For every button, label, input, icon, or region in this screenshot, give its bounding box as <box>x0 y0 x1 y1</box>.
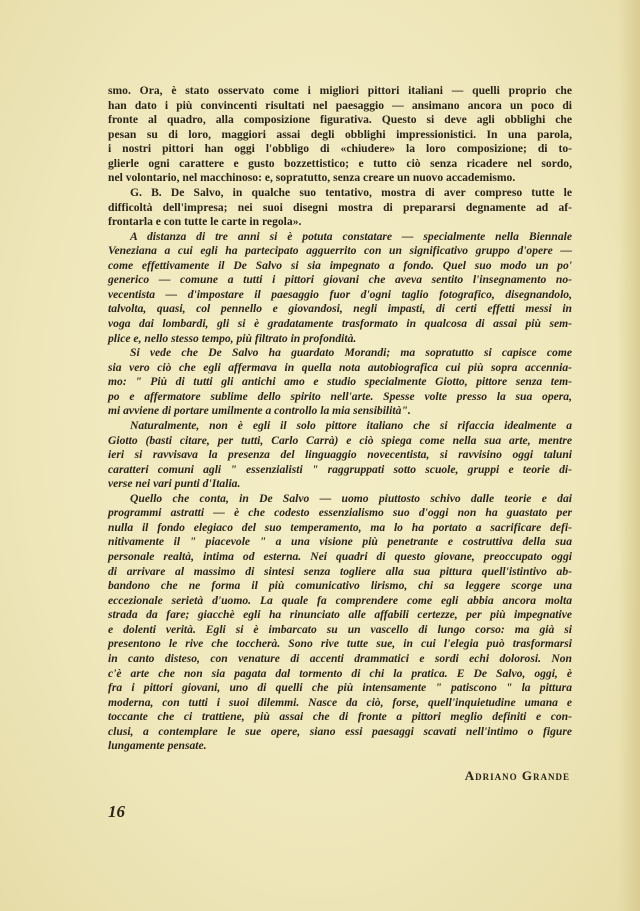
text-line: Quello che conta, in De Salvo — uomo piuttosto schivo dalle teorie e dai <box>130 491 572 505</box>
text-line: nitivamente il " piacevole " a una visione più penetrante e costruttiva della sua <box>108 535 572 549</box>
text-line: Giotto (basti citare, per tutti, Carlo Carrà) e ciò spiega come nella sua arte, mentre <box>108 433 572 447</box>
text-line: G. B. De Salvo, in qualche suo tentativo, mostra di aver compreso tutte le <box>130 185 572 199</box>
text-line: verse nei vari punti d'Italia. <box>108 477 241 491</box>
text-line: han dato i più convincenti risultati nel paesaggio — ansimano ancora un poco di <box>108 98 572 112</box>
text-line: fronte al quadro, alla composizione figurativa. Questo si deve agli obblighi che <box>108 113 572 127</box>
text-line: talvolta, quasi, col pennello e giovandosi, negli impasti, di certi effetti messi in <box>108 302 572 316</box>
article-body <box>108 84 572 754</box>
text-line: mi avviene di portare umilmente a controllo la mia sensibilità". <box>108 404 411 418</box>
text-line: i nostri pittori han oggi l'obbligo di «chiudere» la loro composizione; di to- <box>108 142 572 156</box>
page-edge-shadow <box>618 0 640 911</box>
text-line: vecentista — d'impostare il paesaggio fuor d'ogni taglio fotografico, disegnandolo, <box>108 287 572 301</box>
text-line: eccezionale serietà d'uomo. La quale fa comprendere come egli abbia ancora molta <box>108 593 572 607</box>
paragraph <box>108 230 572 347</box>
text-line: mo: " Più di tutti gli antichi amo e studio specialmente Giotto, pittore senza tem- <box>108 375 572 389</box>
text-line: pesan su di loro, maggiori assai degli obblighi impressionistici. In una parola, <box>108 127 572 141</box>
text-line: in canto disteso, con venature di accenti drammatici e sordi echi dolorosi. Non <box>108 651 572 665</box>
text-line: po e affermatore sublime dello spirito nell'arte. Spesse volte presso la sua opera, <box>108 389 572 403</box>
paragraph <box>108 419 572 492</box>
text-line: frontarla e con tutte le carte in regola». <box>108 215 302 229</box>
text-line: difficoltà dell'impresa; nei suoi disegni mostra di prepararsi degnamente ad af- <box>108 200 572 214</box>
text-line: di arrivare al massimo di sintesi senza togliere alla sua pittura quell'istintivo ab- <box>108 564 572 578</box>
text-line: nulla il fondo elegiaco del suo temperamento, ma lo ha portato a sacrificare defi- <box>108 520 572 534</box>
text-line: programmi astratti — è che codesto essenzialismo suo d'oggi non ha guastato per <box>108 506 572 520</box>
text-line: Naturalmente, non è egli il solo pittore italiano che si rifaccia idealmente a <box>130 418 572 432</box>
text-line: toccante che ci trattiene, più assai che di fronte a pittori meglio definiti e con- <box>108 710 572 724</box>
paragraph <box>108 84 572 186</box>
paragraph <box>108 492 572 754</box>
paragraph <box>108 346 572 419</box>
text-line: e dolenti verità. Egli si è imbarcato su un vascello di lungo corso: ma già si <box>108 622 572 636</box>
text-line: sia vero ciò che egli affermava in quella nota autobiografica cui più sopra accennia- <box>108 360 572 374</box>
text-line: plice e, nello stesso tempo, più filtrato in profondità. <box>108 331 357 345</box>
text-line: caratteri comuni agli " essenzialisti " raggruppati sotto scuole, gruppi e teorie di- <box>108 462 572 476</box>
text-line: presentono le rive che toccherà. Sono rive tutte sue, in cui l'elegia può trasformarsi <box>108 637 572 651</box>
text-line: bandono che ne forma il più comunicativo lirismo, chi sa leggere scorge una <box>108 579 572 593</box>
text-line: Veneziana a cui egli ha partecipato agguerrito con un significativo gruppo d'opere — <box>108 244 572 258</box>
text-line: strada da fare; giacchè egli ha rinunciato alle affabili certezze, per più impegnative <box>108 608 572 622</box>
text-line: clusi, a contemplare le sue opere, siano essi paesaggi scavati nell'intimo o figure <box>108 724 572 738</box>
text-line: c'è arte che non sia pagata dal tormento di chi la pratica. E De Salvo, oggi, è <box>108 666 572 680</box>
page-number: 16 <box>108 802 125 821</box>
text-line: voga dai lombardi, gli si è gradatamente trasformato in qualcosa di assai più sem- <box>108 317 572 330</box>
text-line: smo. Ora, è stato osservato come i migliori pittori italiani — quelli proprio che <box>108 84 572 97</box>
author-signature: Adriano Grande <box>464 768 570 783</box>
text-line: A distanza di tre anni si è potuta constatare — specialmente nella Biennale <box>130 229 572 243</box>
text-line: lungamente pensate. <box>108 739 207 753</box>
text-line: generico — comune a tutti i pittori giovani che aveva sentito l'insegnamento no- <box>108 273 572 287</box>
text-line: come effettivamente il De Salvo si sia impegnato a fondo. Quel suo modo un po' <box>108 258 572 272</box>
text-line: fra i pittori giovani, uno di quelli che più intensamente " patiscono " la pittura <box>108 681 572 695</box>
text-line: Si vede che De Salvo ha guardato Morandi; ma sopratutto si capisce come <box>130 346 572 360</box>
text-line: personale realtà, intima od esterna. Nei quadri di questo giovane, preoccupato oggi <box>108 550 572 563</box>
text-line: moderna, con tutti i suoi dilemmi. Nasce da ciò, forse, quell'inquietudine umana e <box>108 695 572 709</box>
paragraph <box>108 186 572 230</box>
text-line: glierle ogni carattere e gusto bozzettistico; e tutto ciò senza ricadere nel sordo, <box>108 156 572 170</box>
text-line: nel volontario, nel macchinoso: e, sopratutto, senza creare un nuovo accademismo. <box>108 171 516 185</box>
text-line: ieri si ravvisava la presenza del linguaggio novecentista, si ravvisino oggi taluni <box>108 448 572 462</box>
